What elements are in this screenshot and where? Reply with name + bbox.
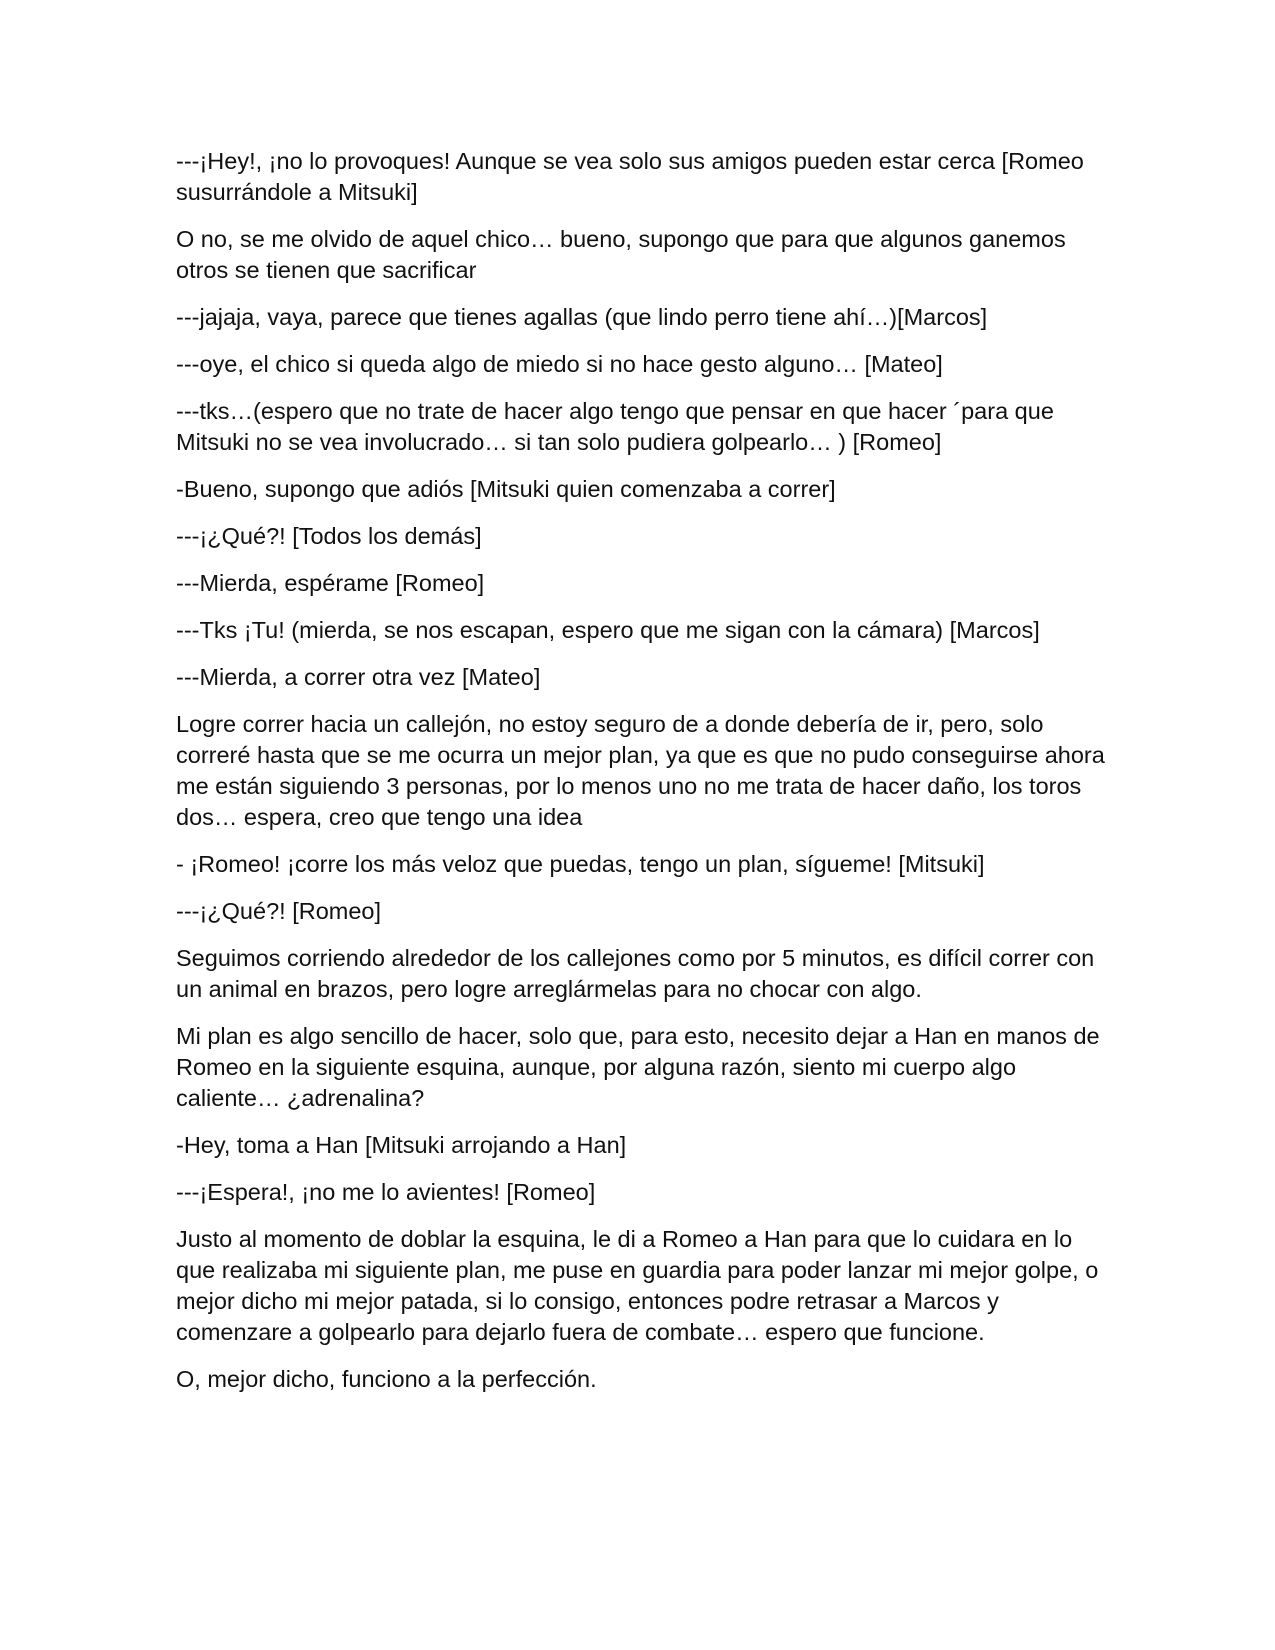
paragraph: ---tks…(espero que no trate de hacer algo tengo que pensar en que hacer ´para que Mitsuki no se vea involucrado… si tan solo pudiera golpearlo… ) [Romeo] — [176, 398, 1054, 455]
paragraph: Justo al momento de doblar la esquina, le di a Romeo a Han para que lo cuidara en lo que realizaba mi siguiente plan, me puse en guardia para poder lanzar mi mejor golpe, o mejor dicho mi mejor patada, si lo consigo, entonces podre retrasar a Marcos y comenzare a golpearlo para dejarlo fuera de combate… espero que funcione. — [176, 1226, 1099, 1345]
paragraph: ---¡¿Qué?! [Romeo] — [176, 898, 382, 924]
paragraph: ---¡¿Qué?! [Todos los demás] — [176, 523, 482, 549]
paragraph: ---Tks ¡Tu! (mierda, se nos escapan, espero que me sigan con la cámara) [Marcos] — [176, 617, 1040, 643]
document-body — [176, 146, 1106, 1411]
paragraph: -Bueno, supongo que adiós [Mitsuki quien comenzaba a correr] — [176, 476, 836, 502]
paragraph: ---¡Hey!, ¡no lo provoques! Aunque se vea solo sus amigos pueden estar cerca [Romeo susurrándole a Mitsuki] — [176, 148, 1084, 205]
paragraph: Mi plan es algo sencillo de hacer, solo que, para esto, necesito dejar a Han en manos de Romeo en la siguiente esquina, aunque, por alguna razón, siento mi cuerpo algo caliente… ¿adrenalina? — [176, 1023, 1100, 1111]
paragraph: ---oye, el chico si queda algo de miedo si no hace gesto alguno… [Mateo] — [176, 351, 943, 377]
paragraph: ---Mierda, espérame [Romeo] — [176, 570, 485, 596]
paragraph: O, mejor dicho, funciono a la perfección. — [176, 1366, 597, 1392]
paragraph: - ¡Romeo! ¡corre los más veloz que puedas, tengo un plan, sígueme! [Mitsuki] — [176, 851, 985, 877]
paragraph: O no, se me olvido de aquel chico… bueno, supongo que para que algunos ganemos otros se tienen que sacrificar — [176, 226, 1066, 283]
paragraph: Seguimos corriendo alrededor de los callejones como por 5 minutos, es difícil correr con un animal en brazos, pero logre arreglármelas para no chocar con algo. — [176, 945, 1095, 1002]
paragraph: ---jajaja, vaya, parece que tienes agallas (que lindo perro tiene ahí…)[Marcos] — [176, 304, 988, 330]
paragraph: Logre correr hacia un callejón, no estoy seguro de a donde debería de ir, pero, solo correré hasta que se me ocurra un mejor plan, ya que es que no pudo conseguirse ahora me están siguiendo 3 personas, por lo menos uno no me trata de hacer daño, los toros dos… espera, creo que tengo una idea — [176, 711, 1105, 830]
paragraph: -Hey, toma a Han [Mitsuki arrojando a Han] — [176, 1132, 627, 1158]
paragraph: ---¡Espera!, ¡no me lo avientes! [Romeo] — [176, 1179, 596, 1205]
paragraph: ---Mierda, a correr otra vez [Mateo] — [176, 664, 541, 690]
